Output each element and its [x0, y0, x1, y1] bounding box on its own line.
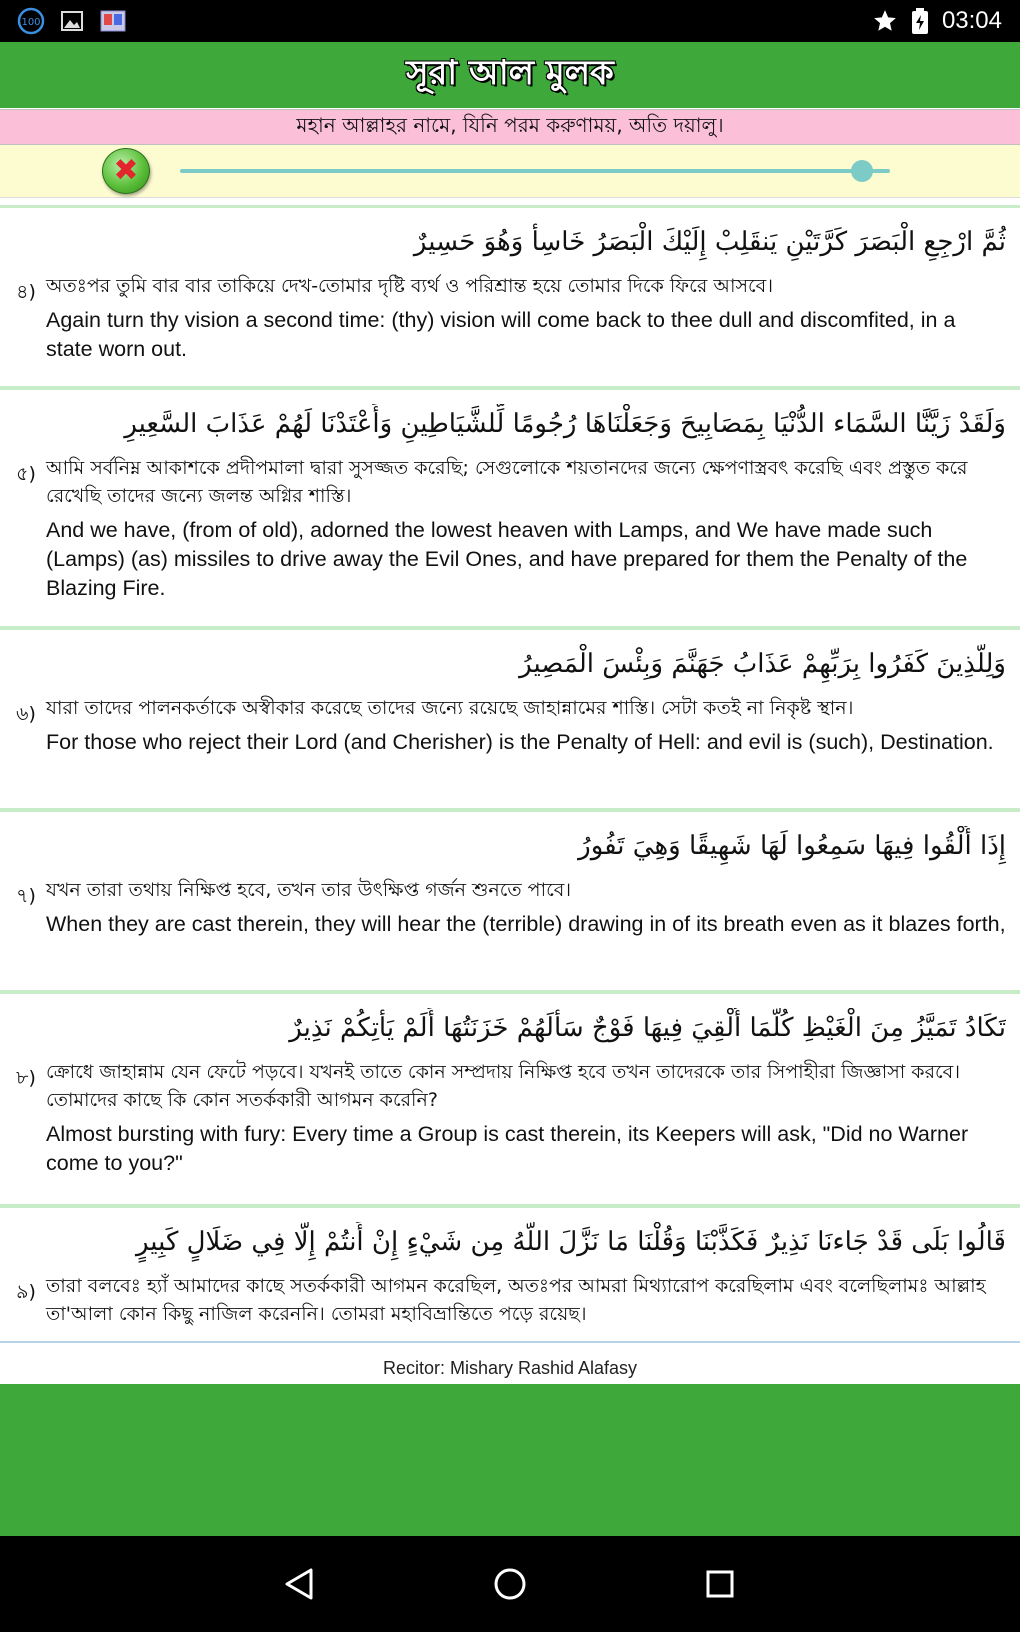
close-icon: ✖ — [113, 153, 139, 188]
quran-app-icon — [98, 6, 128, 36]
verse-bangla: অতঃপর তুমি বার বার তাকিয়ে দেখ-তোমার দৃষ্টি ব্যর্থ ও পরিশ্রান্ত হয়ে তোমার দিকে ফিরে আসবে। — [46, 275, 774, 297]
status-bar — [0, 0, 1020, 42]
verse-number: ৯) — [16, 1281, 36, 1303]
verse-english: Again turn thy vision a second time: (thy) vision will come back to thee dull and discomfited, in a state worn out. — [46, 308, 956, 361]
back-icon[interactable] — [270, 1554, 330, 1614]
verse-english: And we have, (from of old), adorned the lowest heaven with Lamps, and We have made such (Lamps) (as) missiles to drive away the Evil Ones, and have prepared for them the Penalty of the Blazing Fire. — [46, 518, 968, 600]
verse-arabic: قَالُوا بَلَى قَدْ جَاءنَا نَذِيرٌ فَكَذَّبْنَا وَقُلْنَا مَا نَزَّلَ اللَّهُ مِن شَيْءٍ إِنْ أَنتُمْ إِلَّا فِي ضَلَالٍ كَبِيرٍ — [135, 1227, 1006, 1257]
verse-item — [0, 994, 1020, 1208]
bismillah-bar — [0, 109, 1020, 145]
verse-bangla: ক্রোধে জাহান্নাম যেন ফেটে পড়বে। যখনই তাতে কোন সম্প্রদায় নিক্ষিপ্ত হবে তখন তাদেরকে তার সিপাহীরা জিজ্ঞাসা করবে। তোমাদের কাছে কি কোন সতর্ককারী আগমন করেনি? — [46, 1061, 961, 1111]
recents-icon[interactable] — [690, 1554, 750, 1614]
verse-english: When they are cast therein, they will hear the (terrible) drawing in of its breath even as it blazes forth, — [46, 912, 1006, 936]
verse-arabic: إِذَا أُلْقُوا فِيهَا سَمِعُوا لَهَا شَهِيقًا وَهِيَ تَفُورُ — [578, 831, 1006, 861]
home-icon[interactable] — [480, 1554, 540, 1614]
verse-arabic: تَكَادُ تَمَيَّزُ مِنَ الْغَيْظِ كُلَّمَا أُلْقِيَ فِيهَا فَوْجٌ سَأَلَهُمْ خَزَنَتُهَا أَلَمْ يَأْتِكُمْ نَذِيرٌ — [289, 1013, 1006, 1043]
svg-text:100: 100 — [21, 17, 41, 28]
verse-number: ৪) — [16, 281, 36, 303]
verse-number: ৬) — [16, 703, 36, 725]
verse-arabic: وَلِلَّذِينَ كَفَرُوا بِرَبِّهِمْ عَذَابُ جَهَنَّمَ وَبِئْسَ الْمَصِيرُ — [519, 649, 1006, 679]
verse-number: ৭) — [16, 885, 36, 907]
seek-bar[interactable] — [180, 169, 890, 173]
bismillah-text: মহান আল্লাহর নামে, যিনি পরম করুণাময়, অতি দয়ালু। — [296, 112, 724, 137]
verse-english: Almost bursting with fury: Every time a Group is cast therein, its Keepers will ask, "Did no Warner come to you?" — [46, 1122, 969, 1175]
notification-100-icon — [16, 6, 46, 36]
verse-bangla: আমি সর্বনিম্ন আকাশকে প্রদীপমালা দ্বারা সুসজ্জত করেছি; সেগুলোকে শয়তানদের জন্যে ক্ষেপণাস্ত্রবৎ করেছি এবং প্রস্তুত করে রেখেছি তাদের জন্যে জলন্ত অগ্নির শাস্তি। — [46, 457, 968, 507]
verse-arabic: ثُمَّ ارْجِعِ الْبَصَرَ كَرَّتَيْنِ يَنقَلِبْ إِلَيْكَ الْبَصَرُ خَاسِأً وَهُوَ حَسِيرٌ — [413, 227, 1006, 257]
verse-bangla: যারা তাদের পালনকর্তাকে অস্বীকার করেছে তাদের জন্যে রয়েছে জাহান্নামের শাস্তি। সেটা কতই না নিকৃষ্ট স্থান। — [46, 697, 854, 719]
audio-player — [0, 145, 1020, 198]
verse-english: For those who reject their Lord (and Cherisher) is the Penalty of Hell: and evil is (such), Destination. — [46, 730, 994, 754]
page-title: সূরা আল মুলক — [406, 52, 614, 93]
verse-item — [0, 1208, 1020, 1343]
verse-list[interactable] — [0, 205, 1020, 1356]
footer-panel — [0, 1384, 1020, 1536]
verse-item — [0, 812, 1020, 994]
verse-bangla: তারা বলবেঃ হ্যাঁ আমাদের কাছে সতর্ককারী আগমন করেছিল, অতঃপর আমরা মিথ্যারোপ করেছিলাম এবং বলেছিলামঃ আল্লাহ তা'আলা কোন কিছু নাজিল করেননি। তোমরা মহাবিভ্রান্তিতে পড়ে রয়েছ। — [46, 1275, 986, 1325]
verse-number: ৮) — [16, 1067, 36, 1089]
reciter-label — [0, 1353, 1020, 1383]
verse-number: ৫) — [16, 463, 36, 485]
battery-charging-icon — [910, 7, 930, 35]
title-bar — [0, 42, 1020, 108]
verse-bangla: যখন তারা তথায় নিক্ষিপ্ত হবে, তখন তার উৎক্ষিপ্ত গর্জন শুনতে পাবে। — [46, 879, 572, 901]
seek-thumb[interactable] — [851, 160, 873, 182]
verse-arabic: وَلَقَدْ زَيَّنَّا السَّمَاء الدُّنْيَا بِمَصَابِيحَ وَجَعَلْنَاهَا رُجُومًا لِّلشَّيَاطِينِ وَأَعْتَدْنَا لَهُمْ عَذَابَ السَّعِيرِ — [124, 409, 1006, 439]
star-icon — [872, 8, 898, 34]
verse-item — [0, 390, 1020, 630]
verse-item — [0, 630, 1020, 812]
stop-button[interactable] — [102, 148, 150, 194]
verse-item — [0, 208, 1020, 390]
navigation-bar — [0, 1536, 1020, 1632]
clock: 03:04 — [941, 7, 1002, 34]
reciter-text: Recitor: Mishary Rashid Alafasy — [382, 1357, 638, 1378]
image-icon — [60, 9, 84, 33]
